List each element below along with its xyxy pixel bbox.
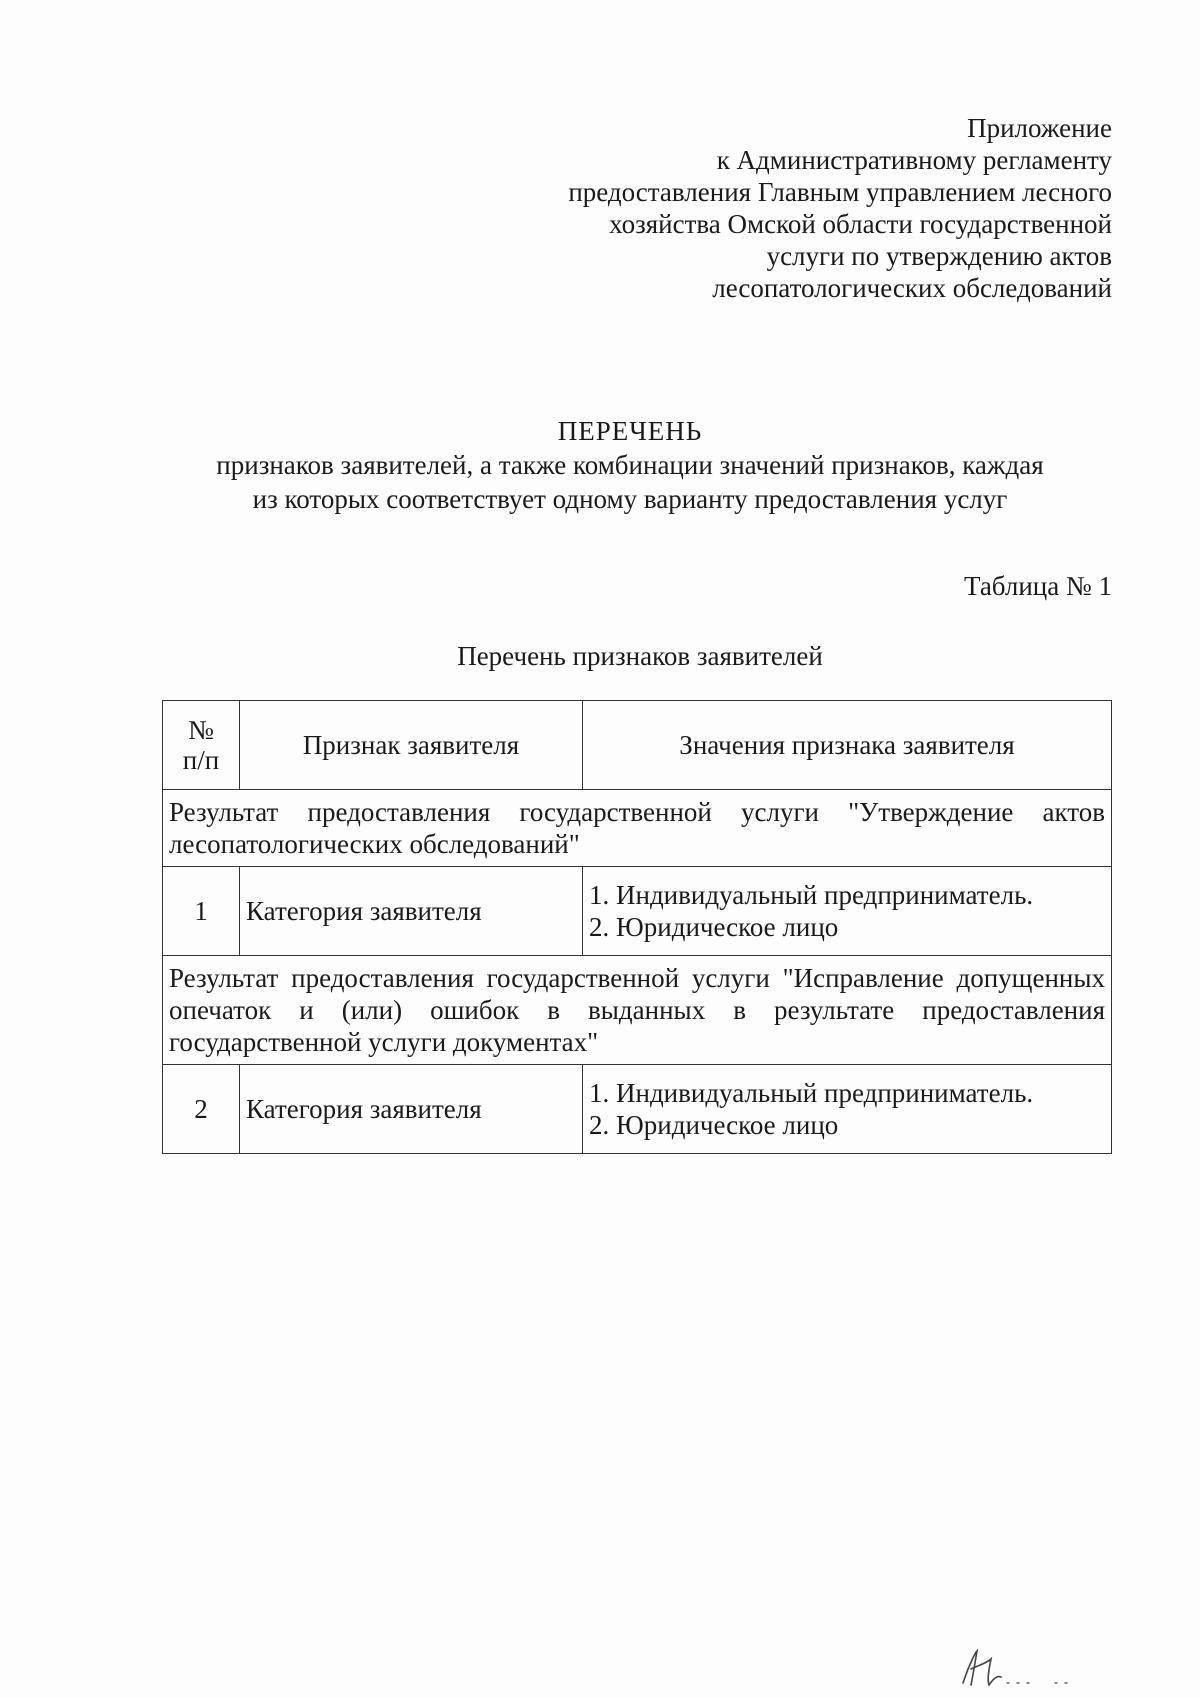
document-title xyxy=(150,414,1110,516)
row-values xyxy=(583,1065,1112,1154)
title-heading: ПЕРЕЧЕНЬ xyxy=(557,416,703,446)
appendix-line: лесопатологических обследований xyxy=(712,273,1112,303)
title-line: из которых соответствует одному варианту предоставления услуг xyxy=(252,484,1008,514)
header-num-label: п/п xyxy=(182,745,220,775)
section-title: Результат предоставления государственной услуги "Утверждение актов лесопатологических обследований" xyxy=(163,790,1112,867)
table-row xyxy=(163,867,1112,956)
row-values xyxy=(583,867,1112,956)
appendix-line: к Административному регламенту xyxy=(716,145,1112,175)
header-attribute: Признак заявителя xyxy=(240,701,583,790)
table-row xyxy=(163,1065,1112,1154)
row-value-item: 1. Индивидуальный предприниматель. xyxy=(589,880,1034,910)
table-number: Таблица № 1 xyxy=(964,571,1112,601)
row-value-item: 1. Индивидуальный предприниматель. xyxy=(589,1078,1034,1108)
header-num-symbol: № xyxy=(188,715,214,745)
row-value-item: 2. Юридическое лицо xyxy=(589,912,839,942)
title-line: признаков заявителей, а также комбинации значений признаков, каждая xyxy=(216,450,1044,480)
appendix-line: Приложение xyxy=(967,113,1112,143)
row-attribute: Категория заявителя xyxy=(240,867,583,956)
applicant-attributes-table xyxy=(162,700,1112,1154)
appendix-line: предоставления Главным управлением лесного xyxy=(568,177,1112,207)
row-num: 1 xyxy=(163,867,240,956)
table-header-row xyxy=(163,701,1112,790)
appendix-block xyxy=(472,112,1112,304)
header-values: Значения признака заявителя xyxy=(583,701,1112,790)
row-num: 2 xyxy=(163,1065,240,1154)
section-title: Результат предоставления государственной услуги "Исправление допущенных опечаток и (или) ошибок в выданных в результате предоставления государственной услуги документах" xyxy=(163,956,1112,1065)
row-value-item: 2. Юридическое лицо xyxy=(589,1110,839,1140)
section-row xyxy=(163,956,1112,1065)
handwritten-signature xyxy=(955,1645,1075,1690)
table-caption: Перечень признаков заявителей xyxy=(457,641,823,671)
section-row xyxy=(163,790,1112,867)
appendix-line: услуги по утверждению актов xyxy=(766,241,1112,271)
appendix-line: хозяйства Омской области государственной xyxy=(609,209,1112,239)
header-num xyxy=(163,701,240,790)
row-attribute: Категория заявителя xyxy=(240,1065,583,1154)
